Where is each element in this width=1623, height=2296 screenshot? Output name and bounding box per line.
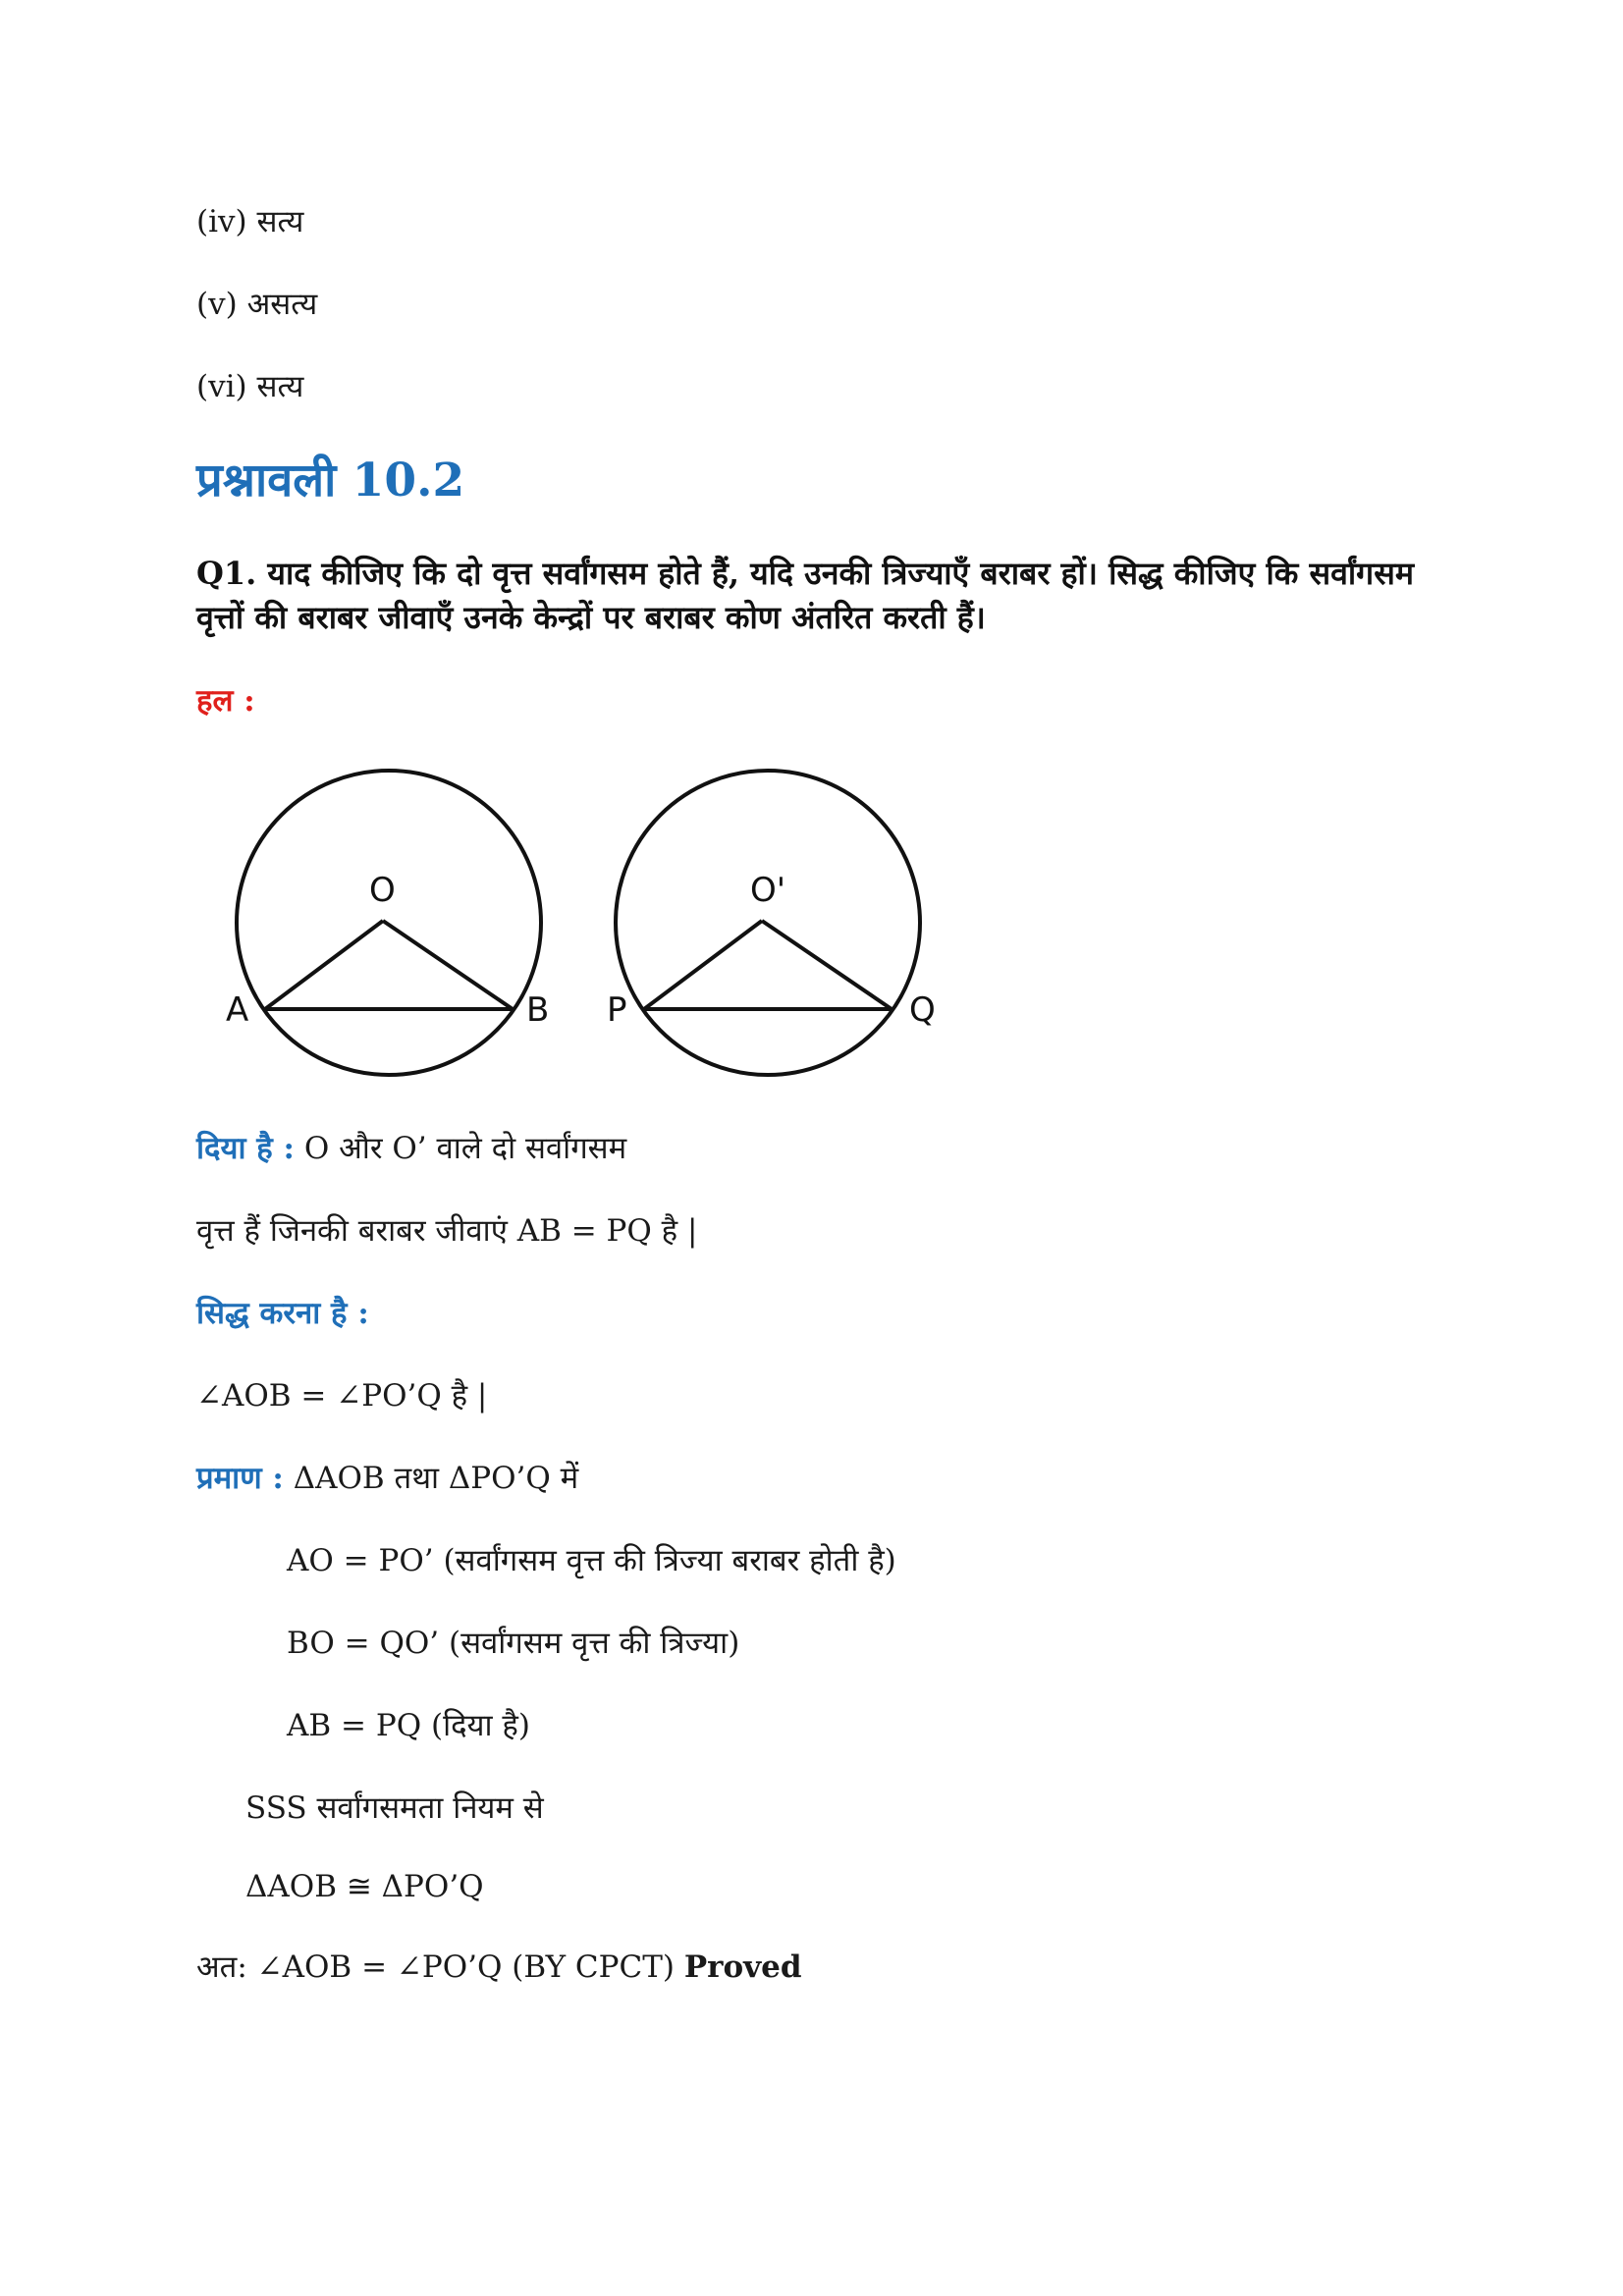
label-p: P [607,990,627,1030]
proof-intro-text: ΔAOB तथा ΔPO’Q में [283,1461,579,1496]
label-a: A [226,990,249,1030]
proved-text: Proved [683,1949,802,1985]
to-prove-statement: ∠AOB = ∠PO’Q है | [196,1378,488,1414]
answer-number: (v) [196,287,238,322]
given-label: दिया है : [196,1131,295,1166]
radius-o2p [644,921,762,1009]
answer-iv [196,202,303,241]
to-prove-label: सिद्ध करना है : [196,1296,369,1331]
circles-diagram [206,761,992,1085]
proof-step-2: BO = QO’ (सर्वांगसम वृत्त की त्रिज्या) [287,1626,740,1661]
section-title: प्रश्नावली 10.2 [196,454,465,507]
given-line-2: वृत्त हैं जिनकी बराबर जीवाएं AB = PQ है | [196,1213,698,1249]
answer-number: (vi) [196,369,247,404]
answer-text: सत्य [256,204,304,240]
given-line-1 [196,1129,626,1168]
proof-conclusion [196,1948,802,1987]
question-text: Q1. याद कीजिए कि दो वृत्त सर्वांगसम होते हैं, यदि उनकी त्रिज्याएँ बराबर हों। सिद्ध कीजिए कि सर्वांगसम वृत्तों की बराबर जीवाएँ उनके केन्द्रों पर बराबर कोण अंतरित करती हैं। [196,555,1414,636]
label-q: Q [909,990,936,1030]
proof-rule: SSS सर्वांगसमता नियम से [245,1790,544,1826]
answer-vi [196,367,303,406]
proof-intro [196,1459,578,1498]
label-b: B [526,990,550,1030]
proof-congruence: ΔAOB ≅ ΔPO’Q [245,1869,484,1904]
proof-step-3: AB = PQ (दिया है) [287,1708,530,1743]
radius-ob [383,921,513,1009]
radius-oa [265,921,383,1009]
radius-o2q [762,921,892,1009]
answer-text: असत्य [246,287,318,322]
answer-v [196,285,317,324]
answer-number: (iv) [196,204,247,240]
conclusion-text: अत: ∠AOB = ∠PO’Q (BY CPCT) [196,1949,684,1985]
label-o: O [369,871,396,910]
proof-label: प्रमाण : [196,1461,284,1496]
circles-figure [206,761,992,1089]
given-text-1: O और O’ वाले दो सर्वांगसम [295,1131,627,1166]
proof-step-1: AO = PO’ (सर्वांगसम वृत्त की त्रिज्या बराबर होती है) [287,1543,896,1578]
solution-label: हल : [196,683,255,719]
label-o-prime: O' [750,871,786,910]
answer-text: सत्य [256,369,304,404]
